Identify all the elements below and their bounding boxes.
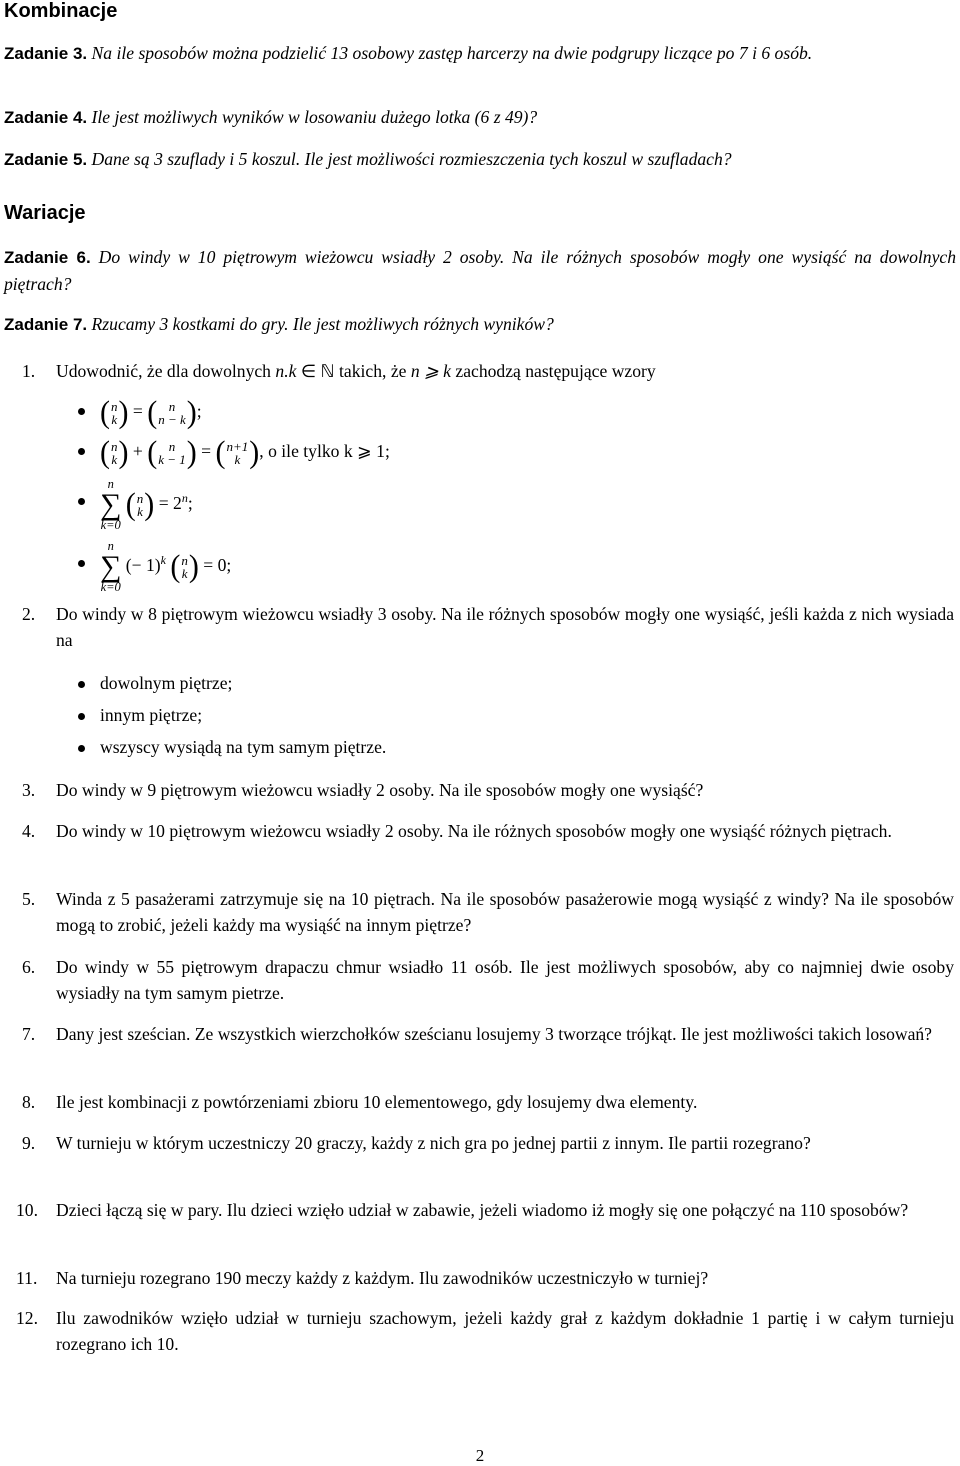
exercise-text: Dzieci łączą się w pary. Ilu dzieci wzięło udział w zabawie, jeżeli wiadomo iż mogły się one połączyć na 110 sposobów? [56,1200,909,1220]
exercise-text: Na turnieju rozegrano 190 meczy każdy z każdym. Ilu zawodników uczestniczyło w turniej? [56,1268,709,1288]
math-inequality: n ⩾ k [410,361,451,381]
zadanie-label: Zadanie 6. [4,248,91,267]
exercise-number: 11. [16,1268,38,1288]
formula-end: ; [187,493,193,514]
formula-symmetry: ( n k ) = ( n n − k ) ; [78,398,202,428]
zadanie-label: Zadanie 3. [4,44,88,63]
exercise-6 [22,954,954,1006]
zadanie-6 [4,244,956,297]
heading-kombinacje: Kombinacje [4,0,118,22]
bullet-dot [78,448,85,455]
formula-rhs: = 2 [158,493,182,514]
exercise-number: 10. [16,1200,38,1220]
page-number: 2 [475,1446,485,1465]
exercise-11 [16,1265,954,1291]
zadanie-text: Ile jest możliwych wyników w losowaniu dużego lotka (6 z 49)? [91,107,538,127]
exercise-number: 3. [22,780,36,800]
exercise-number: 5. [22,889,36,909]
heading-wariacje: Wariacje [4,202,86,224]
natural-numbers-symbol: ℕ [320,361,335,381]
exercise-number: 7. [22,1024,36,1044]
zadanie-text: Na ile sposobów można podzielić 13 osobowy zastęp harcerzy na dwie podgrupy liczące po 7 i 6 osób. [91,43,813,63]
zadanie-label: Zadanie 5. [4,150,88,169]
zadanie-text: Do windy w 10 piętrowym wieżowcu wsiadły 2 osoby. Na ile różnych sposobów mogły one wysiąść na dowolnych piętrach? [4,247,957,294]
zadanie-4 [4,104,956,131]
exercise-9 [22,1130,954,1156]
bullet-text: wszyscy wysiądą na tym samym piętrze. [100,737,387,757]
bullet-dot [78,745,85,752]
formula-pascal: ( n k ) + ( n k − 1 ) = ( n+1 k ) , o ile tylko k ⩾ 1; [78,438,390,468]
exercise-text: Do windy w 10 piętrowym wieżowcu wsiadły 2 osoby. Na ile różnych sposobów mogły one wysiąść różnych piętrach. [56,821,892,841]
formula-sum-binomials: n ∑ k=0 ( n k ) = $2^n$; [78,478,193,532]
exercise-number: 9. [22,1133,36,1153]
exercise-text: Do windy w 9 piętrowym wieżowcu wsiadły 2 osoby. Na ile sposobów mogły one wysiąść? [56,780,704,800]
exercise-text: W turnieju w którym uczestniczy 20 graczy, każdy z nich gra po jednej partii z innym. Ile partii rozegrano? [56,1133,811,1153]
zadanie-7 [4,311,956,338]
exercise-1 [22,358,954,384]
zadanie-label: Zadanie 7. [4,315,88,334]
zadanie-5 [4,146,956,173]
exercise-text: Do windy w 55 piętrowym drapaczu chmur wsiadło 11 osób. Ile jest możliwych sposobów, aby co najmniej dwie osoby wysiadły na tym samym pietrze. [56,957,954,1003]
bullet-text: innym piętrze; [100,705,203,725]
exercise-number: 2. [22,604,36,624]
exercise-number: 12. [16,1308,38,1328]
bullet-dot [78,681,85,688]
exercise-text-middle: takich, że [334,361,411,381]
exercise-text: Winda z 5 pasażerami zatrzymuje się na 10 piętrach. Na ile sposobów pasażerowie mogą wysiąść z windy? Na ile sposobów mogą to zrobić, jeżeli każdy ma wysiąść na innym piętrze? [56,889,954,935]
bullet-dot [78,408,85,415]
exercise-5 [22,886,954,938]
exercise-2 [22,601,954,653]
bullet-item [78,703,202,727]
exercise-text-before: Udowodnić, że dla dowolnych [56,361,276,381]
exercise-7 [22,1021,954,1047]
exercise-number: 8. [22,1092,36,1112]
bullet-item [78,735,386,759]
exercise-4 [22,818,954,844]
formula-rhs: = 0; [203,555,232,576]
bullet-dot [78,713,85,720]
formula-exponent: n [181,491,188,506]
zadanie-label: Zadanie 4. [4,108,88,127]
bullet-dot [78,498,85,505]
element-of-symbol: ∈ [300,361,317,381]
zadanie-text: Rzucamy 3 kostkami do gry. Ile jest możliwych różnych wyników? [91,314,554,334]
math-nk: n.k [275,361,297,381]
formula-condition: , o ile tylko k ⩾ 1; [259,441,390,462]
exercise-number: 1. [22,361,36,381]
zadanie-text: Dane są 3 szuflady i 5 koszul. Ile jest możliwości rozmieszczenia tych koszul w szufladach? [91,149,732,169]
formula-alternating-sum: n ∑ k=0 (− 1)$^k$ ( n k ) = 0; [78,540,231,594]
exercise-text: Do windy w 8 piętrowym wieżowcu wsiadły 3 osoby. Na ile różnych sposobów mogły one wysiąść, jeśli każda z nich wysiada na [56,604,954,650]
exercise-text: Ilu zawodników wzięło udział w turnieju szachowym, jeżeli każdy grał z każdym dokładnie 1 partię i w całym turnieju rozegrano ich 10. [56,1308,954,1354]
exercise-text: Ile jest kombinacji z powtórzeniami zbioru 10 elementowego, gdy losujemy dwa elementy. [56,1092,698,1112]
exercise-text: Dany jest sześcian. Ze wszystkich wierzchołków sześcianu losujemy 3 tworzące trójkąt. Ile jest możliwości takich losowań? [56,1024,932,1044]
bullet-text: dowolnym piętrze; [100,673,233,693]
exercise-3 [22,777,954,803]
exercise-number: 4. [22,821,36,841]
exercise-12 [16,1305,954,1357]
zadanie-3 [4,40,956,67]
exercise-number: 6. [22,957,36,977]
bullet-dot [78,560,85,567]
exercise-text-after: zachodzą następujące wzory [451,361,656,381]
exercise-8 [22,1089,954,1115]
bullet-item [78,671,232,695]
exercise-10 [16,1197,954,1223]
